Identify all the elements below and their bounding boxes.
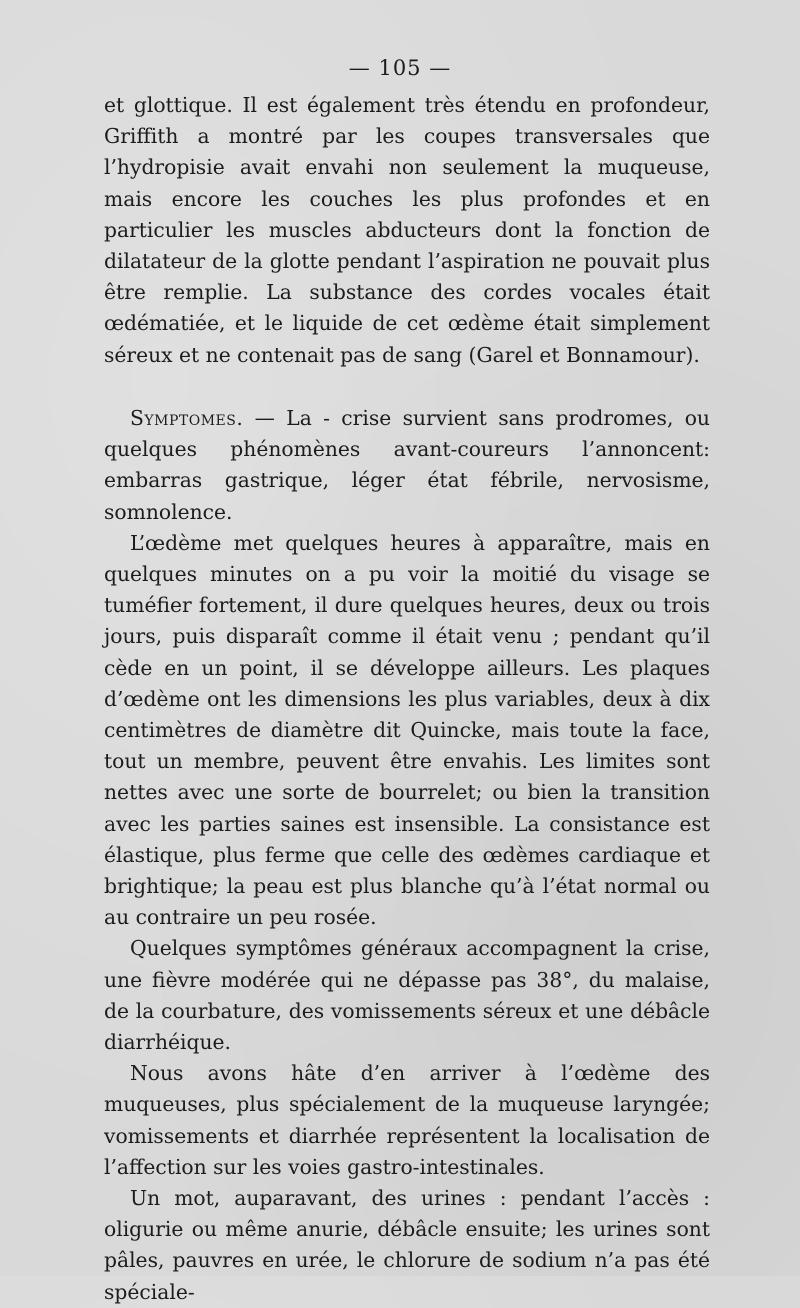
body-text-main [104, 403, 710, 1308]
body-text-top [104, 90, 710, 371]
paragraph-continuation: et glottique. Il est également très étendu en profondeur, Griffith a montré par les coupes transversales que l’hydropisie avait envahi non seulement la muqueuse, mais encore les couches les plus profondes et en particulier les muscles abducteurs dont la fonction de dilatateur de la glotte pendant l’aspiration ne pouvait plus être remplie. La substance des cordes vocales était œdématiée, et le liquide de cet œdème était simplement séreux et ne contenait pas de sang (Garel et Bonnamour). [104, 93, 710, 367]
paragraph-oedeme: L’œdème met quelques heures à apparaître, mais en quelques minutes on a pu voir la moitié du visage se tuméfier fortement, il dure quelques heures, deux ou trois jours, puis disparaît comme il était venu ; pendant qu’il cède en un point, il se développe ailleurs. Les plaques d’œdème ont les dimensions les plus variables, deux à dix centimètres de diamètre dit Quincke, mais toute la face, tout un membre, peuvent être envahis. Les limites sont nettes avec une sorte de bourrelet; ou bien la transition avec les parties saines est insensible. La consistance est élastique, plus ferme que celle des œdèmes cardiaque et brightique; la peau est plus blanche qu’à l’état normal ou au contraire un peu rosée. [104, 530, 710, 930]
paragraph-symptomes [104, 403, 710, 528]
paragraph-urines: Un mot, auparavant, des urines : pendant l’accès : oligurie ou même anurie, débâcle ensuite; les urines sont pâles, pauvres en urée, le chlorure de sodium n’a pas été spéciale- [104, 1186, 710, 1304]
paragraph-symptomes-text: — La - crise survient sans prodromes, ou quelques phénomènes avant-coureurs l’annoncent: embarras gastrique, léger état fébrile, nervosisme, somnolence. [104, 406, 710, 524]
section-heading-symptomes: Symptomes. [130, 406, 244, 430]
paragraph-muqueuses: Nous avons hâte d’en arriver à l’œdème des muqueuses, plus spécialement de la muqueuse laryngée; vomissements et diarrhée représentent la localisation de l’affection sur les voies gastro-intestinales. [104, 1061, 710, 1179]
paragraph-symptomes-generaux: Quelques symptômes généraux accompagnent la crise, une fièvre modérée qui ne dépasse pas 38°, du malaise, de la courbature, des vomissements séreux et une débâcle diarrhéique. [104, 936, 710, 1055]
page-number: — 105 — [348, 56, 452, 80]
